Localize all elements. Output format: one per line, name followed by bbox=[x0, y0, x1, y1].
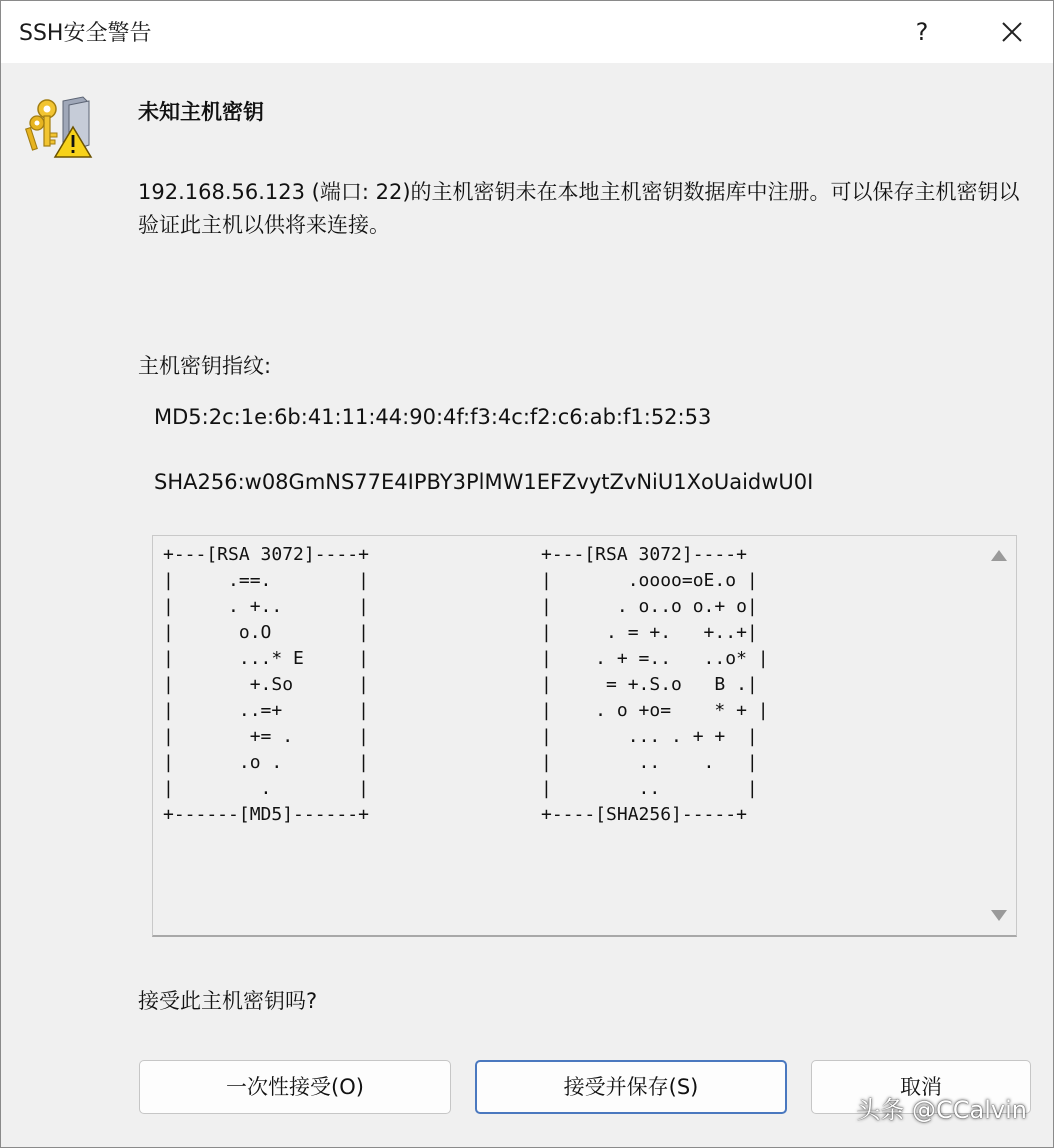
randomart-panel bbox=[152, 535, 1017, 937]
help-button[interactable]: ? bbox=[915, 18, 929, 46]
fingerprint-label: 主机密钥指纹: bbox=[138, 354, 272, 378]
accept-once-button[interactable]: 一次性接受(O) bbox=[139, 1060, 451, 1114]
accept-and-save-button[interactable]: 接受并保存(S) bbox=[475, 1060, 787, 1114]
accept-question: 接受此主机密钥吗? bbox=[138, 989, 318, 1013]
watermark: 头条 @CCalvin bbox=[856, 1096, 1027, 1124]
scroll-down-arrow-icon[interactable] bbox=[991, 910, 1007, 921]
md5-randomart: +---[RSA 3072]----+ | .==. | | . +.. | | o.O | | ...* E | | +.So | | ..=+ | | += . | | .o . | | . | +------[MD5]------+ bbox=[163, 544, 369, 825]
close-button[interactable] bbox=[995, 15, 1029, 49]
scroll-up-arrow-icon[interactable] bbox=[991, 550, 1007, 561]
md5-fingerprint: MD5:2c:1e:6b:41:11:44:90:4f:f3:4c:f2:c6:ab:f1:52:53 bbox=[154, 405, 712, 429]
window-title: SSH安全警告 bbox=[19, 21, 152, 46]
sha256-fingerprint: SHA256:w08GmNS77E4IPBY3PlMW1EFZvytZvNiU1XoUaidwU0I bbox=[154, 470, 814, 494]
warning-message: 192.168.56.123 (端口: 22)的主机密钥未在本地主机密钥数据库中注册。可以保存主机密钥以验证此主机以供将来连接。 bbox=[138, 180, 1020, 237]
keys-warning-icon bbox=[25, 93, 93, 159]
vertical-scrollbar[interactable] bbox=[982, 536, 1016, 935]
cancel-button[interactable]: 取消 bbox=[811, 1060, 1031, 1114]
dialog-heading: 未知主机密钥 bbox=[138, 100, 264, 124]
sha256-randomart: +---[RSA 3072]----+ | .oooo=oE.o | | . o..o o.+ o| | . = +. +..+| | . + =.. ..o* | | = +.S.o B .| | . o +o= * + | | ... . + + | | .. . | | .. | +----[SHA256]-----+ bbox=[541, 544, 769, 825]
title-bar bbox=[1, 1, 1053, 63]
close-icon bbox=[995, 15, 1029, 49]
